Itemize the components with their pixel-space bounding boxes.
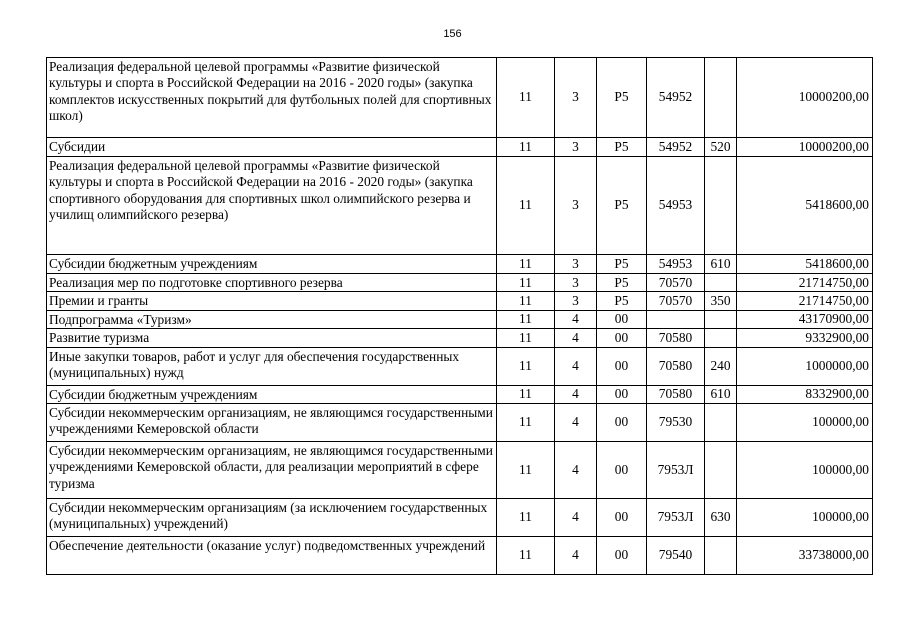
- row-name: Реализация федеральной целевой программы «Развитие физической культуры и спорта в Российской Федерации на 2016 - 2020 годы» (закупка спортивного оборудования для спортивных школ олимпийского резерва и училищ олимпийского резерва): [47, 157, 497, 255]
- table-row: [47, 404, 873, 442]
- row-name: Подпрограмма «Туризм»: [47, 310, 497, 328]
- table-row: [47, 255, 873, 274]
- row-subsection: 4: [555, 537, 597, 575]
- row-article: [647, 310, 705, 328]
- row-subsection: 3: [555, 157, 597, 255]
- row-expense-type: [705, 442, 737, 499]
- row-name: Субсидии некоммерческим организациям, не являющимся государственными учреждениями Кемеровской области, для реализации мероприятий в сфере туризма: [47, 442, 497, 499]
- page-number: 156: [443, 28, 462, 40]
- table-row: [47, 537, 873, 575]
- row-amount: 100000,00: [737, 499, 873, 537]
- row-section: 11: [497, 292, 555, 310]
- table-row: [47, 157, 873, 255]
- row-article: 79530: [647, 404, 705, 442]
- row-expense-type: 240: [705, 347, 737, 385]
- row-amount: 1000000,00: [737, 347, 873, 385]
- row-subsection: 4: [555, 404, 597, 442]
- row-article: 7953Л: [647, 499, 705, 537]
- row-amount: 21714750,00: [737, 292, 873, 310]
- row-program: 00: [597, 310, 647, 328]
- row-section: 11: [497, 329, 555, 347]
- row-subsection: 3: [555, 255, 597, 274]
- row-amount: 8332900,00: [737, 385, 873, 403]
- row-name: Субсидии некоммерческим организациям, не являющимся государственными учреждениями Кемеровской области: [47, 404, 497, 442]
- row-article: 54952: [647, 138, 705, 157]
- row-section: 11: [497, 157, 555, 255]
- row-subsection: 3: [555, 138, 597, 157]
- row-article: 70580: [647, 329, 705, 347]
- row-article: 70570: [647, 274, 705, 292]
- row-name: Премии и гранты: [47, 292, 497, 310]
- row-amount: 43170900,00: [737, 310, 873, 328]
- row-section: 11: [497, 537, 555, 575]
- row-amount: 10000200,00: [737, 138, 873, 157]
- row-section: 11: [497, 58, 555, 138]
- row-program: 00: [597, 385, 647, 403]
- row-name: Субсидии бюджетным учреждениям: [47, 385, 497, 403]
- row-amount: 100000,00: [737, 442, 873, 499]
- row-amount: 21714750,00: [737, 274, 873, 292]
- row-subsection: 3: [555, 274, 597, 292]
- row-section: 11: [497, 347, 555, 385]
- row-program: Р5: [597, 255, 647, 274]
- row-program: 00: [597, 404, 647, 442]
- row-program: Р5: [597, 292, 647, 310]
- row-article: 70580: [647, 385, 705, 403]
- row-amount: 10000200,00: [737, 58, 873, 138]
- row-name: Субсидии некоммерческим организациям (за исключением государственных (муниципальных) учреждений): [47, 499, 497, 537]
- row-program: Р5: [597, 138, 647, 157]
- row-article: 7953Л: [647, 442, 705, 499]
- row-article: 70580: [647, 347, 705, 385]
- row-section: 11: [497, 404, 555, 442]
- row-article: 70570: [647, 292, 705, 310]
- row-subsection: 3: [555, 58, 597, 138]
- row-expense-type: 610: [705, 255, 737, 274]
- budget-table-body: [47, 58, 873, 575]
- row-expense-type: 520: [705, 138, 737, 157]
- row-subsection: 4: [555, 499, 597, 537]
- row-article: 54953: [647, 157, 705, 255]
- row-expense-type: 630: [705, 499, 737, 537]
- row-section: 11: [497, 499, 555, 537]
- table-row: [47, 347, 873, 385]
- row-article: 79540: [647, 537, 705, 575]
- row-program: 00: [597, 442, 647, 499]
- table-row: [47, 274, 873, 292]
- row-program: Р5: [597, 58, 647, 138]
- row-program: 00: [597, 329, 647, 347]
- table-row: [47, 138, 873, 157]
- row-name: Субсидии: [47, 138, 497, 157]
- row-expense-type: [705, 404, 737, 442]
- row-amount: 33738000,00: [737, 537, 873, 575]
- row-name: Реализация федеральной целевой программы «Развитие физической культуры и спорта в Российской Федерации на 2016 - 2020 годы» (закупка комплектов искусственных покрытий для футбольных полей для спортивных школ): [47, 58, 497, 138]
- row-name: Иные закупки товаров, работ и услуг для обеспечения государственных (муниципальных) нужд: [47, 347, 497, 385]
- row-section: 11: [497, 310, 555, 328]
- row-subsection: 3: [555, 292, 597, 310]
- row-subsection: 4: [555, 310, 597, 328]
- row-expense-type: [705, 157, 737, 255]
- row-subsection: 4: [555, 442, 597, 499]
- table-row: [47, 329, 873, 347]
- row-program: 00: [597, 347, 647, 385]
- row-amount: 5418600,00: [737, 157, 873, 255]
- row-name: Субсидии бюджетным учреждениям: [47, 255, 497, 274]
- row-section: 11: [497, 274, 555, 292]
- row-subsection: 4: [555, 329, 597, 347]
- row-subsection: 4: [555, 385, 597, 403]
- row-expense-type: [705, 537, 737, 575]
- row-section: 11: [497, 442, 555, 499]
- row-program: Р5: [597, 157, 647, 255]
- row-article: 54952: [647, 58, 705, 138]
- row-name: Развитие туризма: [47, 329, 497, 347]
- row-expense-type: 610: [705, 385, 737, 403]
- row-expense-type: 350: [705, 292, 737, 310]
- table-row: [47, 310, 873, 328]
- budget-table: [46, 57, 873, 575]
- row-section: 11: [497, 138, 555, 157]
- row-expense-type: [705, 310, 737, 328]
- row-amount: 100000,00: [737, 404, 873, 442]
- row-amount: 5418600,00: [737, 255, 873, 274]
- table-row: [47, 385, 873, 403]
- row-section: 11: [497, 255, 555, 274]
- row-section: 11: [497, 385, 555, 403]
- table-row: [47, 58, 873, 138]
- row-expense-type: [705, 58, 737, 138]
- table-row: [47, 442, 873, 499]
- row-program: Р5: [597, 274, 647, 292]
- row-program: 00: [597, 499, 647, 537]
- row-expense-type: [705, 274, 737, 292]
- row-amount: 9332900,00: [737, 329, 873, 347]
- row-name: Обеспечение деятельности (оказание услуг) подведомственных учреждений: [47, 537, 497, 575]
- row-name: Реализация мер по подготовке спортивного резерва: [47, 274, 497, 292]
- table-row: [47, 499, 873, 537]
- row-expense-type: [705, 329, 737, 347]
- row-subsection: 4: [555, 347, 597, 385]
- table-row: [47, 292, 873, 310]
- row-program: 00: [597, 537, 647, 575]
- row-article: 54953: [647, 255, 705, 274]
